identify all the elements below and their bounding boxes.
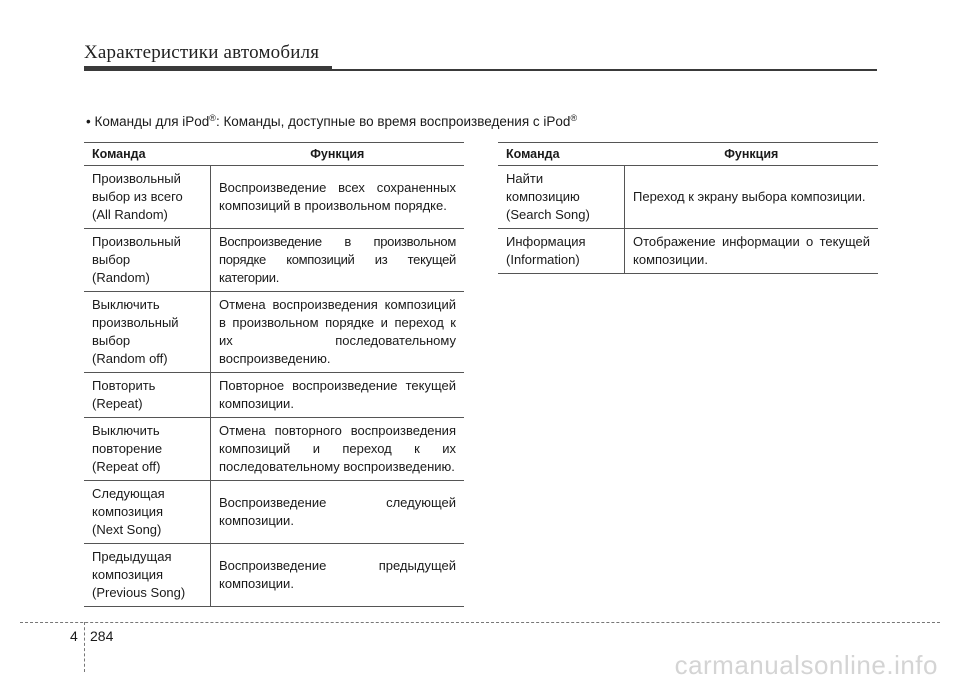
command-line: Выключить <box>92 423 160 438</box>
bullet: • <box>86 114 91 129</box>
command-line: произвольный <box>92 315 179 330</box>
command-line: (Repeat off) <box>92 459 161 474</box>
registered-mark: ® <box>209 113 216 123</box>
column-header-command: Команда <box>84 143 211 166</box>
intro-bullet-line <box>86 113 577 129</box>
command-line: (Information) <box>506 252 580 267</box>
command-line: (Search Song) <box>506 207 590 222</box>
command-cell <box>84 292 211 373</box>
function-cell: Воспроизведение следующей композиции. <box>211 481 465 544</box>
function-cell: Воспроизведение предыдущей композиции. <box>211 544 465 607</box>
header-rule-thin <box>332 69 877 71</box>
function-cell: Воспроизведение в произвольном порядке композиций из текущей категории. <box>211 229 465 292</box>
table-header-row <box>498 143 878 166</box>
page-number: 284 <box>90 628 114 644</box>
function-cell: Повторное воспроизведение текущей композиции. <box>211 373 465 418</box>
command-line: Произвольный <box>92 234 181 249</box>
command-line: композицию <box>506 189 580 204</box>
command-cell <box>84 166 211 229</box>
table-row <box>84 418 464 481</box>
table-row <box>498 229 878 274</box>
function-cell: Воспроизведение всех сохраненных композиций в произвольном порядке. <box>211 166 465 229</box>
command-line: (Random) <box>92 270 150 285</box>
watermark: carmanualsonline.info <box>674 650 938 680</box>
header-rule-thick <box>84 66 332 71</box>
command-line: Повторить <box>92 378 156 393</box>
commands-table-left <box>84 142 464 607</box>
column-header-command: Команда <box>498 143 625 166</box>
command-line: Произвольный <box>92 171 181 186</box>
column-header-function: Функция <box>211 143 465 166</box>
footer-dashed-rule <box>20 622 940 623</box>
function-cell: Переход к экрану выбора композиции. <box>625 166 879 229</box>
command-line: выбор <box>92 252 131 267</box>
commands-table-right <box>498 142 878 274</box>
intro-text-1: Команды для iPod <box>94 114 210 129</box>
column-header-function: Функция <box>625 143 879 166</box>
registered-mark: ® <box>570 113 578 123</box>
command-line: Предыдущая <box>92 549 172 564</box>
command-line: композиция <box>92 567 164 582</box>
command-line: (Next Song) <box>92 522 162 537</box>
table-row <box>498 166 878 229</box>
table-row <box>84 229 464 292</box>
command-cell <box>84 544 211 607</box>
command-line: Найти <box>506 171 544 186</box>
command-line: (Previous Song) <box>92 585 186 600</box>
table-row <box>84 544 464 607</box>
command-cell <box>498 229 625 274</box>
chapter-number: 4 <box>70 628 78 644</box>
function-cell: Отмена воспроизведения композиций в произвольном порядке и переход к их последовательному воспроизведению. <box>211 292 465 373</box>
intro-text-2: : Команды, доступные во время воспроизведения с iPod <box>215 114 571 129</box>
table-header-row <box>84 143 464 166</box>
table-row <box>84 373 464 418</box>
command-cell <box>84 229 211 292</box>
command-line: повторение <box>92 441 163 456</box>
command-line: (Repeat) <box>92 396 143 411</box>
table-row <box>84 292 464 373</box>
command-line: Выключить <box>92 297 160 312</box>
command-cell <box>498 166 625 229</box>
footer-vertical-dashed-rule <box>84 622 85 672</box>
command-line: выбор <box>92 333 131 348</box>
command-line: (Random off) <box>92 351 168 366</box>
table-row <box>84 481 464 544</box>
command-line: выбор из всего <box>92 189 183 204</box>
page-header-title: Характеристики автомобиля <box>84 42 320 63</box>
command-line: (All Random) <box>92 207 168 222</box>
function-cell: Отображение информации о текущей композиции. <box>625 229 879 274</box>
command-line: Информация <box>506 234 586 249</box>
command-line: Следующая <box>92 486 165 501</box>
command-cell <box>84 418 211 481</box>
function-cell: Отмена повторного воспроизведения композиций и переход к их последовательному воспроизведению. <box>211 418 465 481</box>
command-cell <box>84 373 211 418</box>
command-cell <box>84 481 211 544</box>
command-line: композиция <box>92 504 164 519</box>
table-row <box>84 166 464 229</box>
